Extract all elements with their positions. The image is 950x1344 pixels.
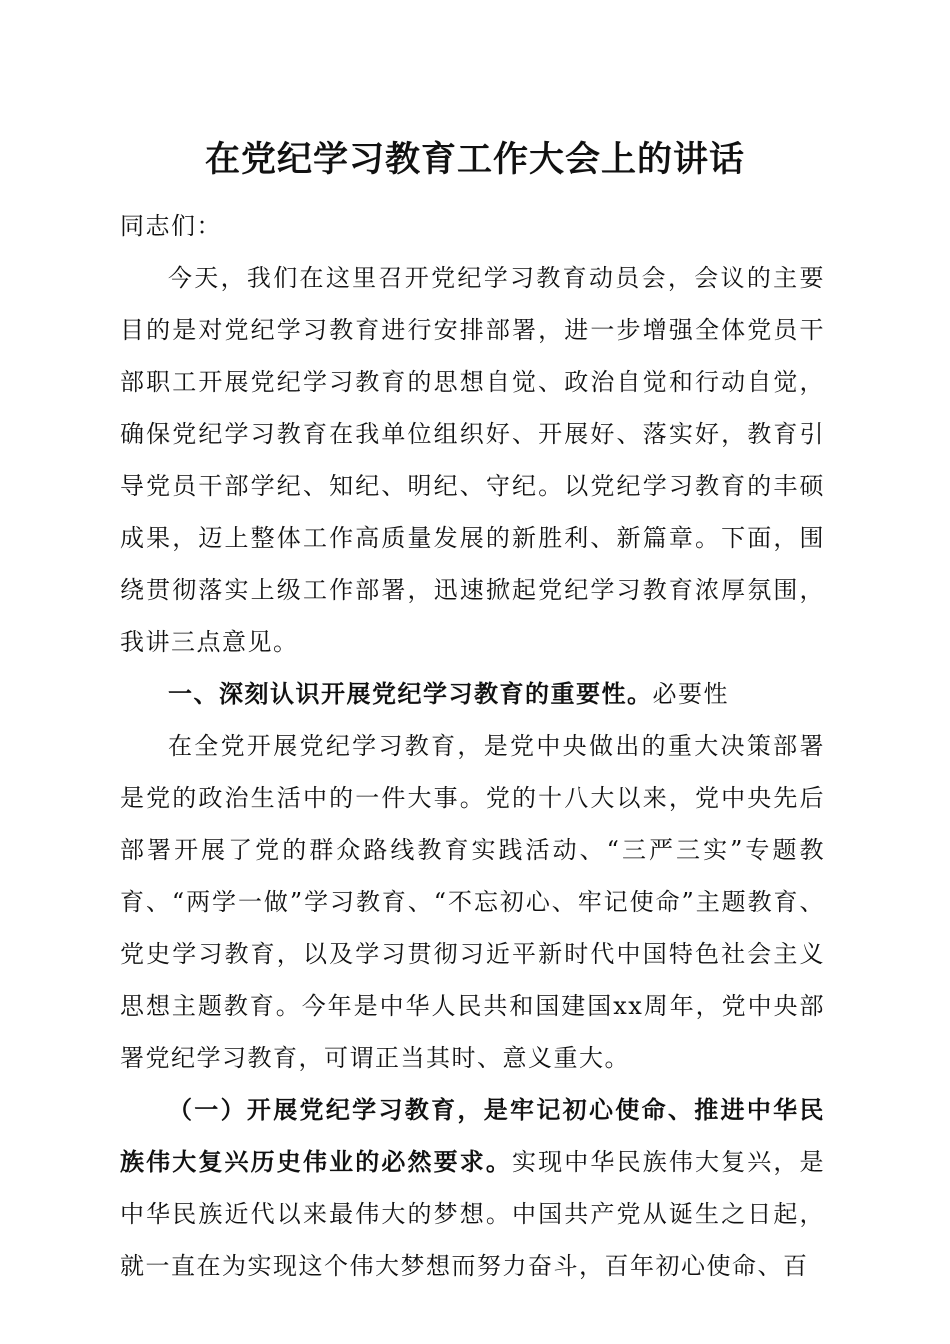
section-heading-1 <box>120 668 825 720</box>
paragraph-intro: 今天，我们在这里召开党纪学习教育动员会，会议的主要目的是对党纪学习教育进行安排部署，进一步增强全体党员干部职工开展党纪学习教育的思想自觉、政治自觉和行动自觉，确保党纪学习教育在我单位组织好、开展好、落实好，教育引导党员干部学纪、知纪、明纪、守纪。以党纪学习教育的丰硕成果，迈上整体工作高质量发展的新胜利、新篇章。下面，围绕贯彻落实上级工作部署，迅速掀起党纪学习教育浓厚氛围，我讲三点意见。 <box>120 264 825 656</box>
subsection-1 <box>120 1084 825 1292</box>
section-heading-1-text: 一、深刻认识开展党纪学习教育的重要性。 <box>168 680 653 708</box>
subsection-1-heading: （一）开展党纪学习教育，是牢记初心使命、推进中华民族伟大复兴历史伟业的必然要求。 <box>120 1095 825 1176</box>
section-heading-1-suffix: 必要性 <box>652 680 729 708</box>
salutation: 同志们： <box>120 212 222 240</box>
paragraph-section-1: 在全党开展党纪学习教育，是党中央做出的重大决策部署是党的政治生活中的一件大事。党的十八大以来，党中央先后部署开展了党的群众路线教育实践活动、“三严三实”专题教育、“两学一做”学习教育、“不忘初心、牢记使命”主题教育、党史学习教育，以及学习贯彻习近平新时代中国特色社会主义思想主题教育。今年是中华人民共和国建国xx周年，党中央部署党纪学习教育，可谓正当其时、意义重大。 <box>120 732 825 1072</box>
subsection-1-text: 实现中华民族伟大复兴，是中华民族近代以来最伟大的梦想。中国共产党从诞生之日起，就一直在为实现这个伟大梦想而努力奋斗，百年初心使命、百 <box>120 1148 826 1280</box>
document-body <box>120 200 825 1292</box>
document-title: 在党纪学习教育工作大会上的讲话 <box>204 139 745 180</box>
